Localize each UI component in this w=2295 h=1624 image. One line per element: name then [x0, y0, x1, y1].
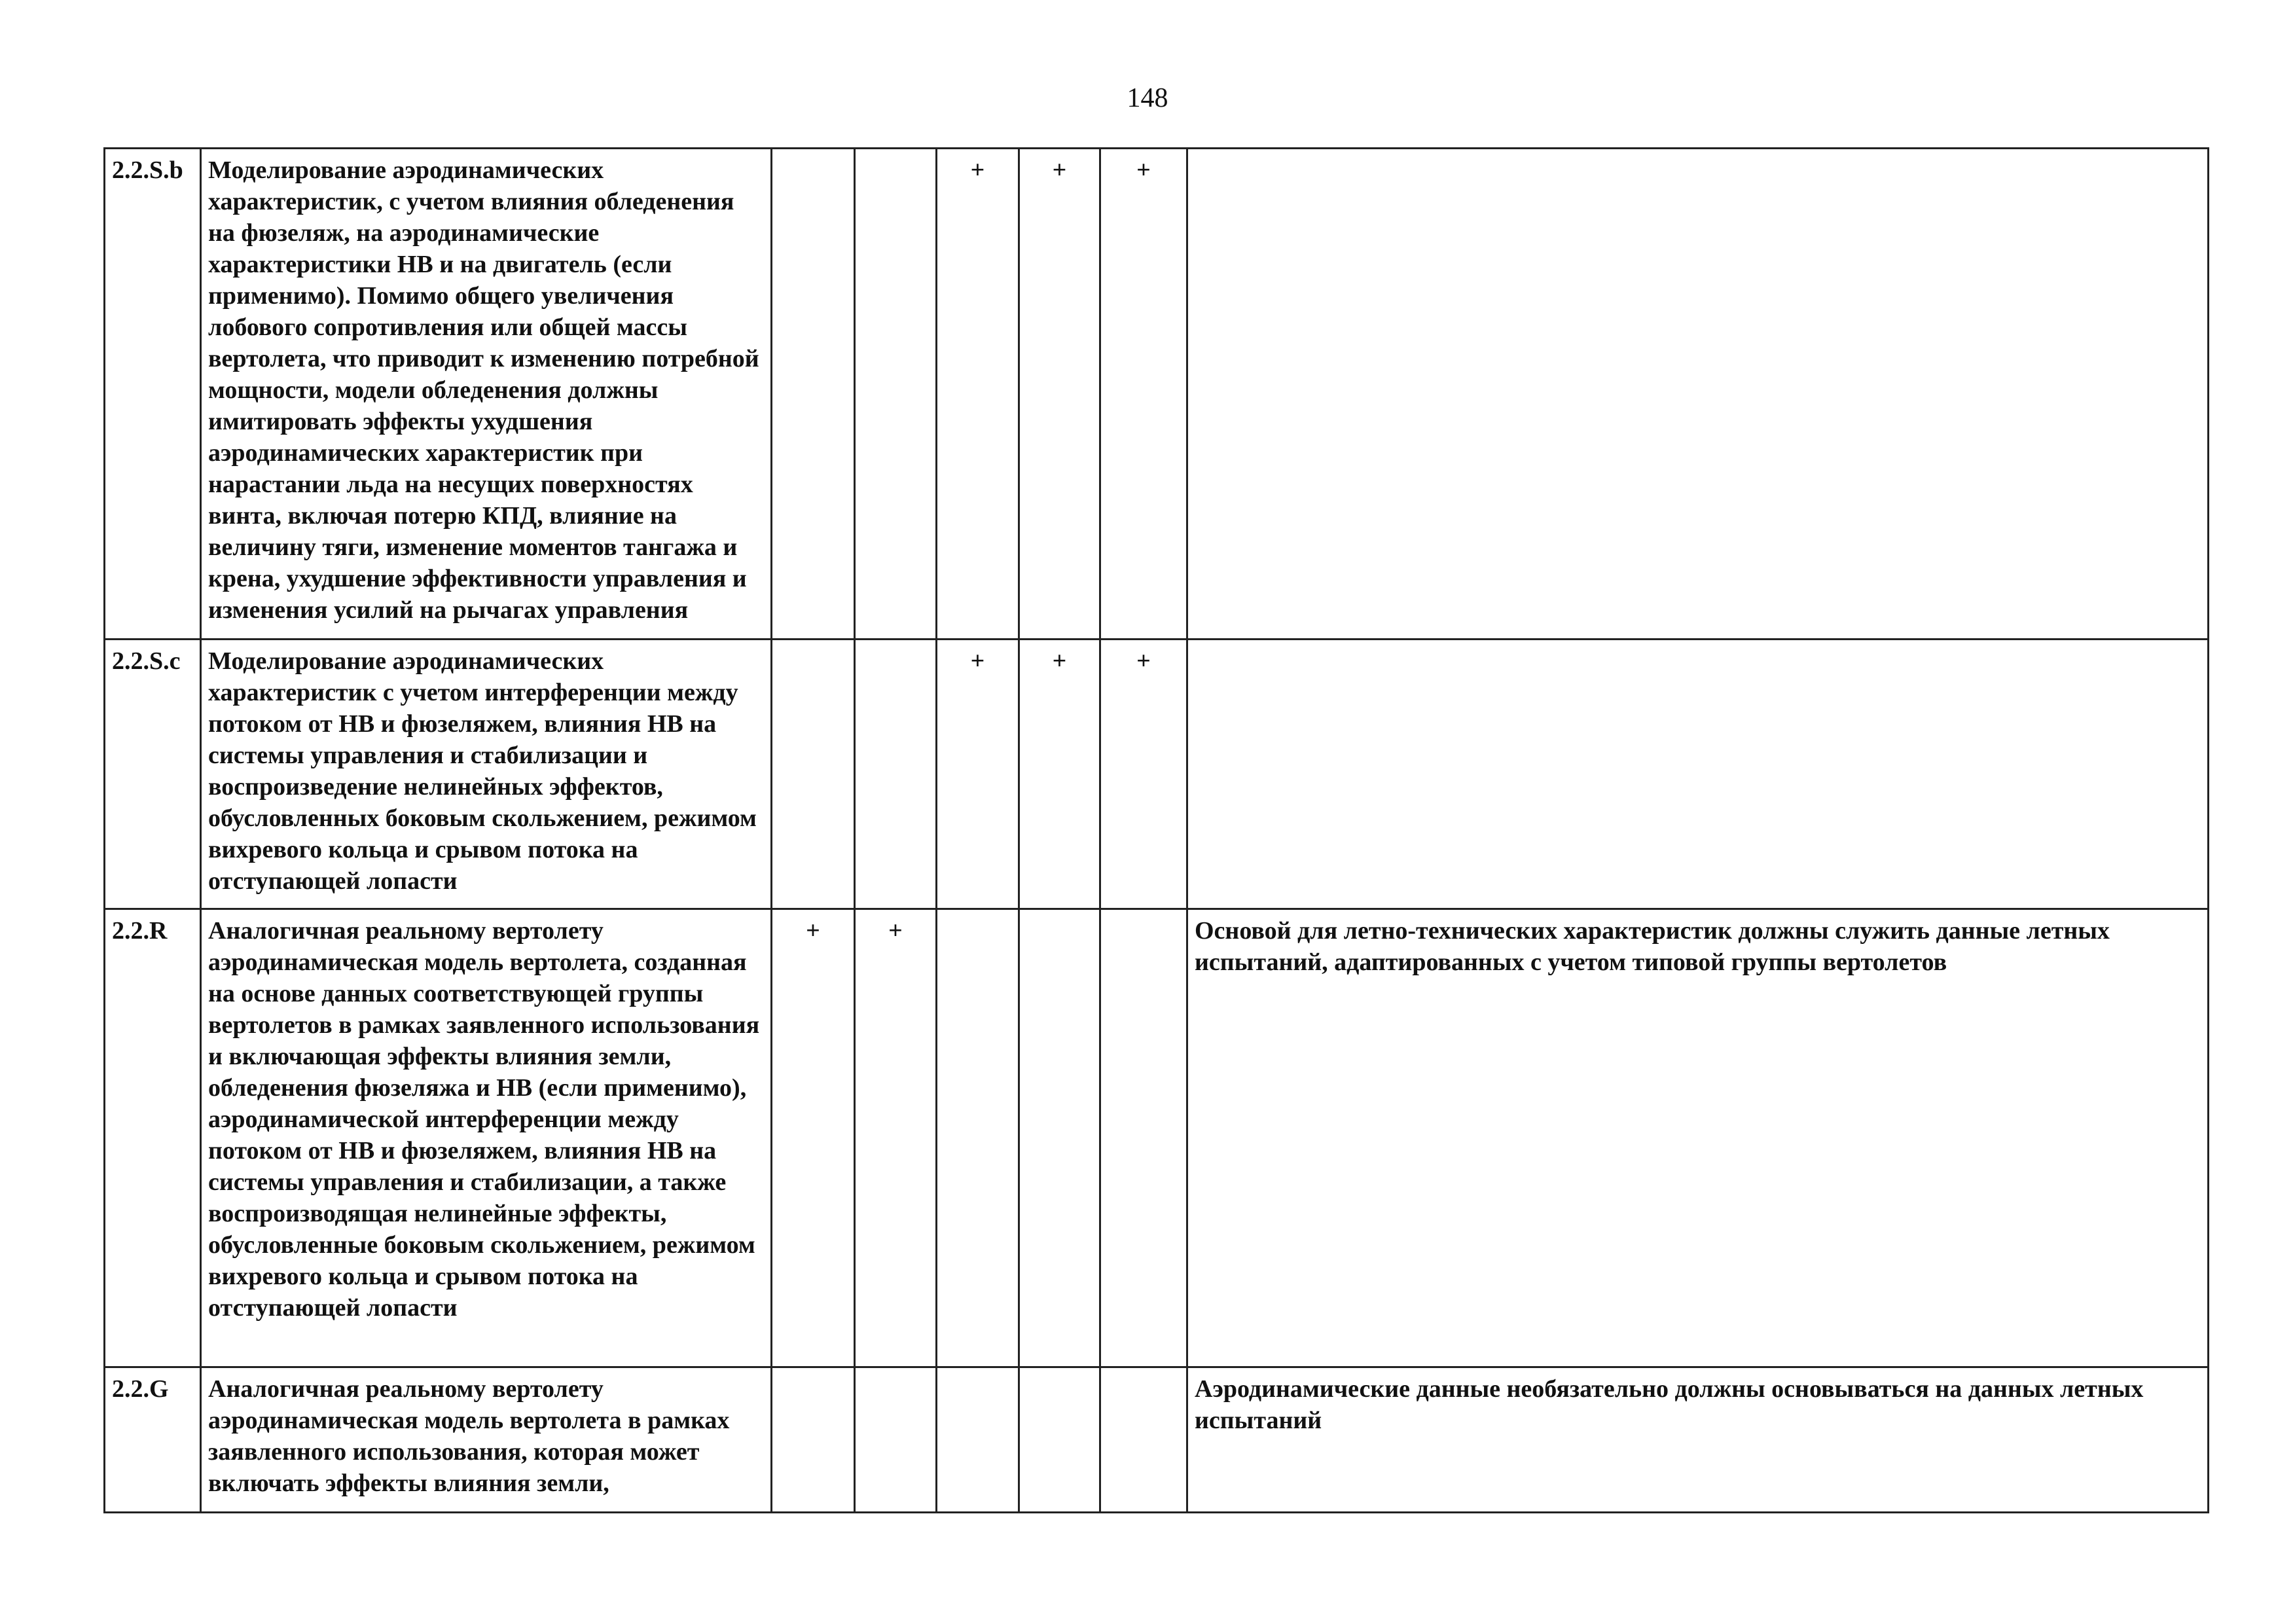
row-code: 2.2.G: [105, 1367, 201, 1513]
mark-cell: [1100, 149, 1187, 640]
row-description: Моделирование аэродинамических характеристик, с учетом влияния обледенения на фюзеляж, на аэродинамические характеристики НВ и на двигатель (если применимо). Помимо общего увеличения лобового сопротивления или общей массы вертолета, что приводит к изменению потребной мощности, модели обледенения должны имитировать эффекты ухудшения аэродинамических характеристик при нарастании льда на несущих поверхностях винта, включая потерю КПД, влияние на величину тяги, изменение моментов тангажа и крена, ухудшение эффективности управления и изменения усилий на рычагах управления: [201, 149, 772, 640]
row-code: 2.2.R: [105, 909, 201, 1367]
mark-cell: [1100, 640, 1187, 909]
mark-cell: [855, 640, 937, 909]
mark-cell: [937, 909, 1019, 1367]
plus-mark: +: [1052, 156, 1067, 184]
mark-cell: [855, 149, 937, 640]
row-note: [1187, 149, 2209, 640]
mark-cell: [937, 149, 1019, 640]
plus-mark: +: [1136, 647, 1151, 675]
mark-cell: [772, 149, 855, 640]
mark-cell: [1019, 1367, 1100, 1513]
plus-mark: +: [888, 917, 903, 945]
mark-cell: [772, 1367, 855, 1513]
plus-mark: +: [970, 156, 985, 184]
row-description: Аналогичная реальному вертолету аэродинамическая модель вертолета в рамках заявленного использования, которая может включать эффекты влияния земли,: [201, 1367, 772, 1513]
page-number: 148: [1127, 83, 1168, 113]
row-note: Аэродинамические данные необязательно должны основываться на данных летных испытаний: [1187, 1367, 2209, 1513]
mark-cell: [855, 909, 937, 1367]
mark-cell: [1019, 909, 1100, 1367]
row-description: Моделирование аэродинамических характеристик с учетом интерференции между потоком от НВ и фюзеляжем, влияния НВ на системы управления и стабилизации и воспроизведение нелинейных эффектов, обусловленных боковым скольжением, режимом вихревого кольца и срывом потока на отступающей лопасти: [201, 640, 772, 909]
mark-cell: [772, 640, 855, 909]
mark-cell: [937, 640, 1019, 909]
row-note: Основой для летно-технических характеристик должны служить данные летных испытаний, адаптированных с учетом типовой группы вертолетов: [1187, 909, 2209, 1367]
mark-cell: [1019, 149, 1100, 640]
mark-cell: [1100, 909, 1187, 1367]
mark-cell: [937, 1367, 1019, 1513]
table-row: [105, 1367, 2209, 1513]
table-row: [105, 149, 2209, 640]
requirements-table: [103, 147, 2209, 1513]
mark-cell: [772, 909, 855, 1367]
plus-mark: +: [1052, 647, 1067, 675]
mark-cell: [855, 1367, 937, 1513]
row-code: 2.2.S.b: [105, 149, 201, 640]
table-row: [105, 909, 2209, 1367]
plus-mark: +: [970, 647, 985, 675]
row-code: 2.2.S.c: [105, 640, 201, 909]
row-description: Аналогичная реальному вертолету аэродинамическая модель вертолета, созданная на основе данных соответствующей группы вертолетов в рамках заявленного использования и включающая эффекты влияния земли, обледенения фюзеляжа и НВ (если применимо), аэродинамической интерференции между потоком от НВ и фюзеляжем, влияния НВ на системы управления и стабилизации, а также воспроизводящая нелинейные эффекты, обусловленные боковым скольжением, режимом вихревого кольца и срывом потока на отступающей лопасти: [201, 909, 772, 1367]
mark-cell: [1100, 1367, 1187, 1513]
mark-cell: [1019, 640, 1100, 909]
table-row: [105, 640, 2209, 909]
row-note: [1187, 640, 2209, 909]
plus-mark: +: [1136, 156, 1151, 184]
plus-mark: +: [806, 917, 820, 945]
